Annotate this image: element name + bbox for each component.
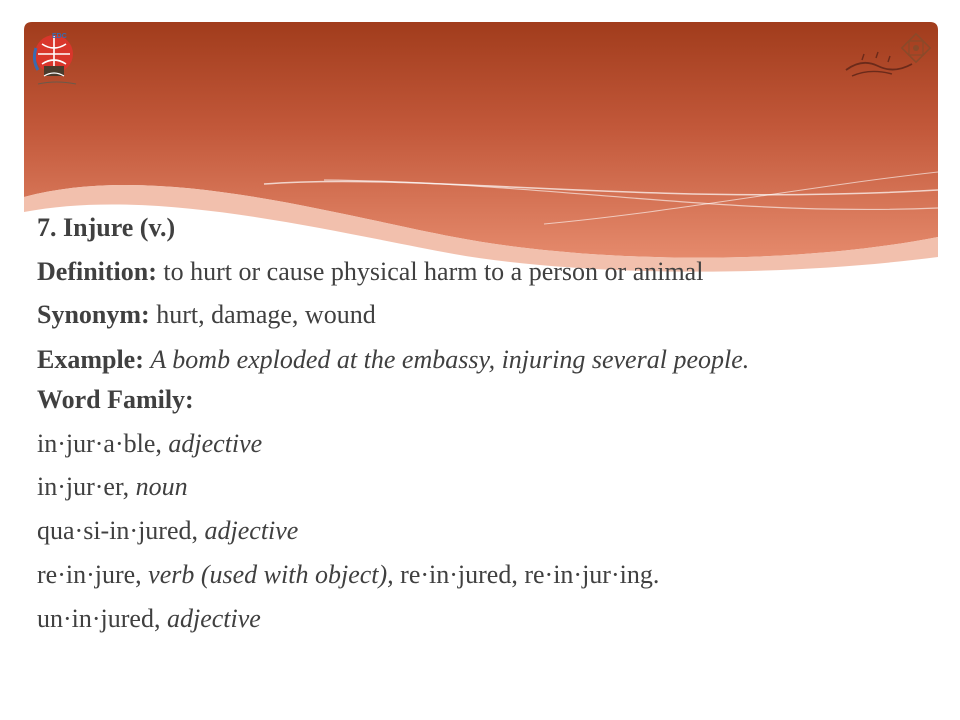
word-family-word: in·jur·a·ble, <box>37 428 162 458</box>
word-family-extra: re·in·jured, re·in·jur·ing. <box>400 559 660 589</box>
example-text: A bomb exploded at the embassy, injuring several people. <box>150 345 750 375</box>
word-family-entry <box>37 604 939 634</box>
word-family-word: in·jur·er, <box>37 472 130 502</box>
word-family-entry <box>37 516 939 546</box>
word-family-pos: noun <box>135 472 188 502</box>
word-family-word: re·in·jure, <box>37 559 142 589</box>
word-family-word: un·in·jured, <box>37 603 161 633</box>
word-family-pos: verb (used with object), <box>148 559 394 589</box>
word-family-entry <box>37 560 939 590</box>
word-family-pos: adjective <box>168 428 263 458</box>
word-family-label: Word Family: <box>37 385 194 415</box>
entry-title-line <box>37 213 939 243</box>
word-family-line <box>37 385 939 415</box>
entry-title: 7. Injure (v.) <box>37 213 176 242</box>
example-label: Example: <box>37 345 144 375</box>
university-logo <box>842 30 934 86</box>
example-line <box>37 344 939 376</box>
word-family-pos: adjective <box>166 603 261 633</box>
word-family-pos: adjective <box>204 516 299 546</box>
word-family-word: qua·si-in·jured, <box>37 516 199 546</box>
word-family-entry <box>37 429 939 459</box>
vocabulary-entry <box>37 213 939 647</box>
synonym-label: Synonym: <box>37 300 150 330</box>
definition-text: to hurt or cause physical harm to a person or animal <box>163 256 704 286</box>
synonym-line <box>37 300 939 330</box>
word-family-entry <box>37 472 939 502</box>
definition-label: Definition: <box>37 256 157 286</box>
synonym-text: hurt, damage, wound <box>156 300 376 330</box>
svg-text:EDC: EDC <box>52 33 67 40</box>
definition-line <box>37 257 939 287</box>
edc-logo <box>30 30 82 92</box>
